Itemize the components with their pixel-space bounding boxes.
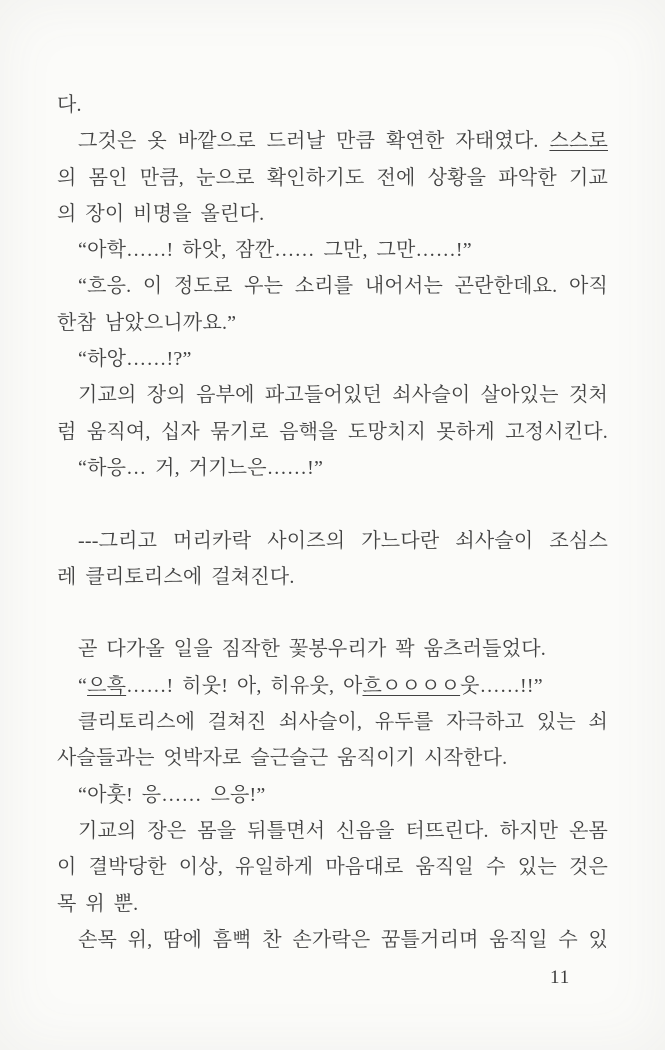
text-column [57,87,608,958]
underlined-text: 스스로 [549,130,608,153]
text-line: 기교의 장은 몸을 뒤틀면서 신음을 터뜨린다. 하지만 온몸 [78,819,608,842]
text-line: ---그리고 머리카락 사이즈의 가느다란 쇠사슬이 조심스 [78,529,608,552]
text-segment: 그것은 옷 바깥으로 드러날 만큼 확연한 자태였다. [78,130,550,153]
text-line: “하응… 거, 거기느은……!” [78,456,324,479]
text-line: 다. [57,94,82,116]
text-line: 기교의 장의 음부에 파고들어있던 쇠사슬이 살아있는 것처 [78,384,608,407]
text-line: 한참 남았으니까요.” [57,311,237,334]
text-line: 곧 다가올 일을 짐작한 꽃봉우리가 꽉 움츠러들었다. [78,638,546,661]
text-line: 클리토리스에 걸쳐진 쇠사슬이, 유두를 자극하고 있는 쇠 [78,711,608,734]
text-segment: ……! 히웃! 아, 히유웃, 아 [126,674,363,697]
text-line: 의 장이 비명을 올린다. [57,202,265,225]
text-segment: 웃……!!” [460,674,543,697]
underlined-text: 으흑 [87,674,127,697]
text-line: 이 결박당한 이상, 유일하게 마음대로 움직일 수 있는 것은 [57,856,608,879]
text-line: 럼 움직여, 십자 묶기로 음핵을 도망치지 못하게 고정시킨다. [57,420,608,443]
text-line: 손목 위, 땀에 흠뻑 찬 손가락은 꿈틀거리며 움직일 수 있 [78,928,608,951]
text-line: “아학……! 하앗, 잠깐…… 그만, 그만……!” [78,239,472,262]
page-number: 11 [550,967,571,988]
blank-line [57,595,608,631]
text-line: “아훗! 응…… 으응!” [78,783,266,806]
text-segment: “ [78,674,88,697]
text-line: 사슬들과는 엇박자로 슬근슬근 움직이기 시작한다. [57,747,508,770]
text-line: 의 몸인 만큼, 눈으로 확인하기도 전에 상황을 파악한 기교 [57,166,608,189]
text-line: “하앙……!?” [78,348,192,371]
underlined-text: 흐ㅇㅇㅇㅇ [362,674,461,697]
text-line: “흐응. 이 정도로 우는 소리를 내어서는 곤란한데요. 아직 [78,275,608,298]
text-line [57,123,608,159]
text-line [57,668,608,704]
text-line: 목 위 뿐. [57,892,139,915]
text-line: 레 클리토리스에 걸쳐진다. [57,565,295,588]
blank-line [57,486,608,522]
